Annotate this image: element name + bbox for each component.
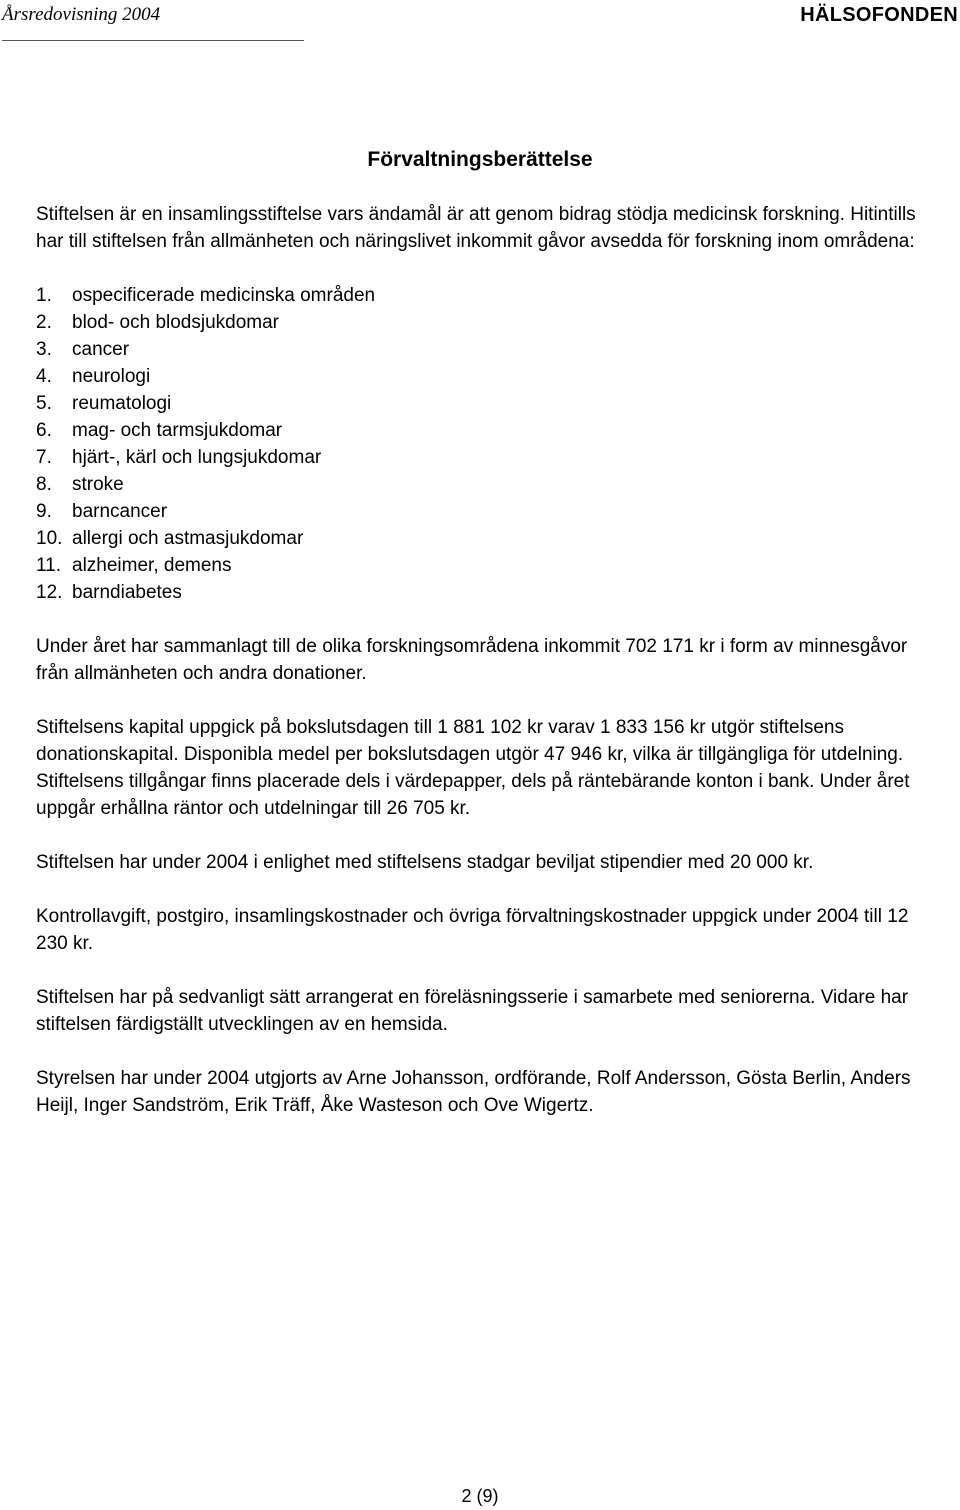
header-organization-name: HÄLSOFONDEN (800, 4, 958, 26)
list-item-number: 9. (36, 501, 52, 522)
list-item-number: 12. (36, 582, 63, 603)
donations-paragraph: Under året har sammanlagt till de olika forskningsområdena inkommit 702 171 kr i form av minnesgåvor från allmänheten och andra donationer. (36, 636, 908, 684)
list-item (36, 471, 936, 498)
list-item-label: allergi och astmasjukdomar (72, 528, 304, 549)
list-item-number: 1. (36, 285, 52, 306)
list-item-number: 2. (36, 312, 52, 333)
header-divider (2, 40, 304, 41)
list-item-number: 4. (36, 366, 52, 387)
list-item-number: 8. (36, 474, 52, 495)
list-item-number: 10. (36, 528, 63, 549)
activities-paragraph: Stiftelsen har på sedvanligt sätt arrangerat en föreläsningsserie i samarbete med seniorerna. Vidare har stiftelsen färdigställt utvecklingen av en hemsida. (36, 987, 909, 1035)
list-item-label: stroke (72, 474, 124, 495)
list-item-number: 11. (36, 555, 62, 576)
grants-paragraph: Stiftelsen har under 2004 i enlighet med stiftelsens stadgar beviljat stipendier med 20 000 kr. (36, 852, 814, 873)
page-number: 2 (9) (461, 1486, 499, 1506)
list-item-label: ospecificerade medicinska områden (72, 285, 376, 306)
list-item-label: mag- och tarmsjukdomar (72, 420, 283, 441)
list-item (36, 282, 936, 309)
research-areas-list (36, 282, 936, 606)
capital-paragraph: Stiftelsens kapital uppgick på bokslutsdagen till 1 881 102 kr varav 1 833 156 kr utgör stiftelsens donationskapital. Disponibla medel per bokslutsdagen utgör 47 946 kr, vilka är tillgängliga för utdelning. Stiftelsens tillgångar finns placerade dels i värdepapper, dels på räntebärande konton i bank. Under året uppgår erhållna räntor och utdelningar till 26 705 kr. (36, 717, 910, 819)
list-item-number: 6. (36, 420, 52, 441)
list-item-label: barndiabetes (72, 582, 182, 603)
list-item (36, 390, 936, 417)
intro-paragraph: Stiftelsen är en insamlingsstiftelse vars ändamål är att genom bidrag stödja medicinsk forskning. Hitintills har till stiftelsen från allmänheten och näringslivet inkommit gåvor avsedda för forskning inom områdena: (36, 204, 916, 252)
list-item-number: 5. (36, 393, 52, 414)
list-item (36, 498, 936, 525)
list-item (36, 525, 936, 552)
list-item (36, 579, 936, 606)
list-item-label: neurologi (72, 366, 151, 387)
list-item-number: 7. (36, 447, 52, 468)
list-item (36, 417, 936, 444)
list-item-label: blod- och blodsjukdomar (72, 312, 280, 333)
list-item-label: cancer (72, 339, 130, 360)
costs-paragraph: Kontrollavgift, postgiro, insamlingskostnader och övriga förvaltningskostnader uppgick under 2004 till 12 230 kr. (36, 906, 909, 954)
list-item-label: reumatologi (72, 393, 172, 414)
header-report-title: Årsredovisning 2004 (2, 4, 161, 25)
page-title: Förvaltningsberättelse (367, 148, 593, 171)
list-item (36, 336, 936, 363)
list-item-label: alzheimer, demens (72, 555, 232, 576)
list-item (36, 309, 936, 336)
list-item-label: barncancer (72, 501, 168, 522)
list-item-number: 3. (36, 339, 52, 360)
list-item (36, 444, 936, 471)
list-item-label: hjärt-, kärl och lungsjukdomar (72, 447, 322, 468)
board-paragraph: Styrelsen har under 2004 utgjorts av Arne Johansson, ordförande, Rolf Andersson, Gösta Berlin, Anders Heijl, Inger Sandström, Erik Träff, Åke Wasteson och Ove Wigertz. (36, 1068, 911, 1116)
document-body (36, 201, 936, 1146)
list-item (36, 363, 936, 390)
list-item (36, 552, 936, 579)
